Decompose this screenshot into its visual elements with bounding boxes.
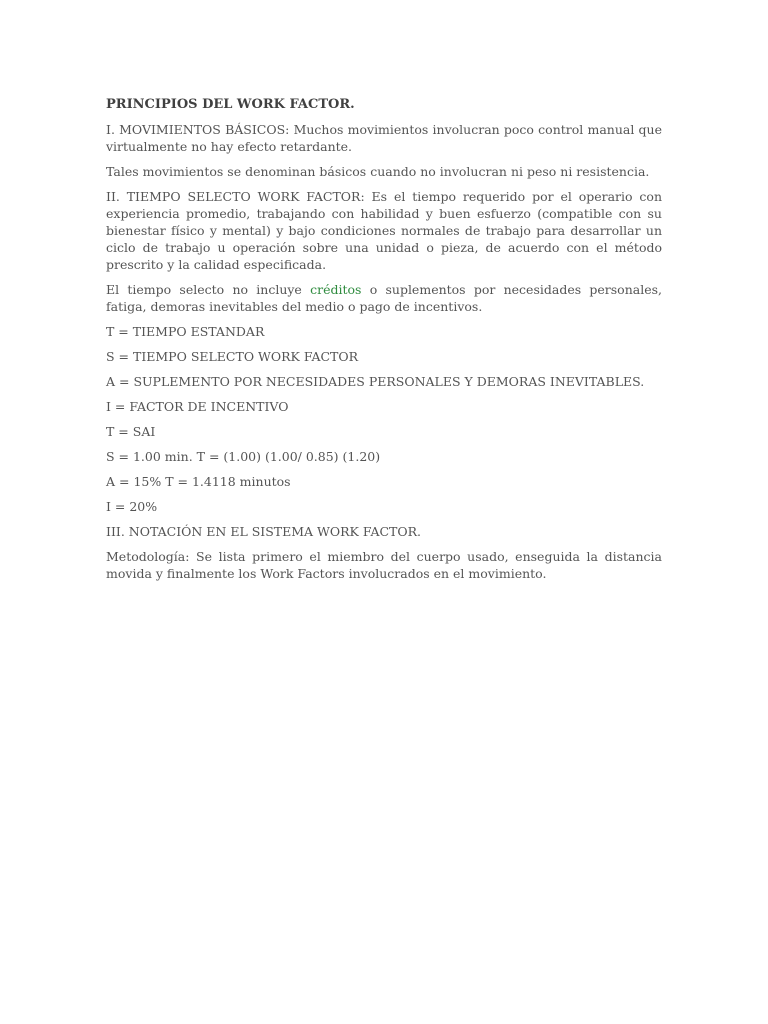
formula-line-a: A = SUPLEMENTO POR NECESIDADES PERSONALES Y DEMORAS INEVITABLES. <box>106 374 645 389</box>
formula-line-i-value: I = 20% <box>106 499 158 514</box>
formula-line-i: I = FACTOR DE INCENTIVO <box>106 399 289 414</box>
formula-line-t-sai: T = SAI <box>106 424 156 439</box>
formula-line-s-value: S = 1.00 min. T = (1.00) (1.00/ 0.85) (1.20) <box>106 449 381 464</box>
document-page <box>106 96 662 590</box>
paragraph-tiempo-selecto-no-incluye <box>106 281 662 315</box>
paragraph-tales-movimientos: Tales movimientos se denominan básicos cuando no involucran ni peso ni resistencia. <box>106 164 650 179</box>
paragraph-text-end: o suplementos por necesidades personales, fatiga, demoras inevitables del medio o pago de incentivos. <box>106 282 662 314</box>
paragraph-tiempo-selecto: II. TIEMPO SELECTO WORK FACTOR: Es el tiempo requerido por el operario con experiencia promedio, trabajando con habilidad y buen esfuerzo (compatible con su bienestar físico y mental) y bajo condiciones normales de trabajo para desarrollar un ciclo de trabajo u operación sobre una unidad o pieza, de acuerdo con el método prescrito y la calidad especificada. <box>106 189 662 272</box>
formula-line-t: T = TIEMPO ESTANDAR <box>106 324 265 339</box>
paragraph-text-start: El tiempo selecto no incluye <box>106 282 311 297</box>
formula-line-a-value: A = 15% T = 1.4118 minutos <box>106 474 291 489</box>
paragraph-metodologia: Metodología: Se lista primero el miembro del cuerpo usado, enseguida la distancia movida y finalmente los Work Factors involucrados en el movimiento. <box>106 549 662 581</box>
section-heading-notacion: III. NOTACIÓN EN EL SISTEMA WORK FACTOR. <box>106 524 422 539</box>
document-title: PRINCIPIOS DEL WORK FACTOR. <box>106 97 355 112</box>
paragraph-movimientos-basicos: I. MOVIMIENTOS BÁSICOS: Muchos movimientos involucran poco control manual que virtualmente no hay efecto retardante. <box>106 122 662 154</box>
formula-line-s: S = TIEMPO SELECTO WORK FACTOR <box>106 349 359 364</box>
creditos-link[interactable]: créditos <box>310 282 362 297</box>
